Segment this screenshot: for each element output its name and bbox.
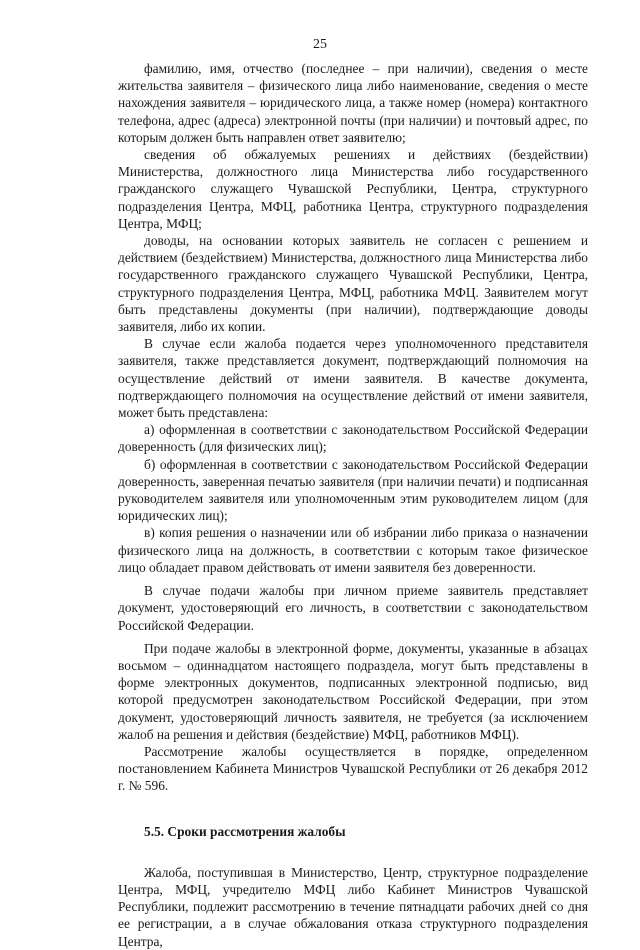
paragraph-representative: В случае если жалоба подается через уполномоченного представителя заявителя, также представляется документ, подтверждающий полномочия на осуществление действий от имени заявителя. В качестве документа, подтверждающего полномочия на осуществление действий от имени заявителя, может быть представлена:	[118, 336, 588, 421]
document-body	[118, 60, 588, 950]
paragraph-item-c: в) копия решения о назначении или об избрании либо приказа о назначении физического лица на должность, в соответствии с которым такое физическое лицо обладает правом действовать от имени заявителя без доверенности.	[118, 525, 588, 575]
paragraph-review-procedure: Рассмотрение жалобы осуществляется в порядке, определенном постановлением Кабинета Министров Чувашской Республики от 26 декабря 2012 г. № 596.	[118, 743, 588, 794]
paragraph-item-a: а) оформленная в соответствии с законодательством Российской Федерации доверенность (для физических лиц);	[118, 422, 588, 455]
paragraph-appealed-decisions: сведения об обжалуемых решениях и действиях (бездействии) Министерства, должностного лица Министерства либо государственного гражданского служащего Чувашской Республики, Центра, структурного подразделения Центра, МФЦ, работника Центра, структурного подразделения Центра, МФЦ;	[118, 147, 588, 231]
paragraph-applicant-details: фамилию, имя, отчество (последнее – при наличии), сведения о месте жительства заявителя – физического лица либо наименование, сведения о месте нахождения заявителя – юридического лица, а также номер (номера) контактного телефона, адрес (адреса) электронной почты (при наличии) и почтовый адрес, по которым должен быть направлен ответ заявителю;	[118, 61, 588, 145]
paragraph-arguments: доводы, на основании которых заявитель не согласен с решением и действием (бездействием) Министерства, должностного лица Министерства либо государственного гражданского служащего Чувашской Республики, Центра, структурного подразделения Центра, МФЦ, работника МФЦ. Заявителем могут быть представлены документы (при наличии), подтверждающие доводы заявителя, либо их копии.	[118, 233, 588, 335]
page-number: 25	[313, 37, 327, 52]
paragraph-personal-reception: В случае подачи жалобы при личном приеме заявитель представляет документ, удостоверяющий его личность, в соответствии с законодательством Российской Федерации.	[118, 583, 588, 633]
paragraph-item-b: б) оформленная в соответствии с законодательством Российской Федерации доверенность, заверенная печатью заявителя (при наличии печати) и подписанная руководителем заявителя или уполномоченным этим руководителем лицом (для юридических лиц);	[118, 456, 588, 524]
paragraph-electronic-form: При подаче жалобы в электронной форме, документы, указанные в абзацах восьмом – одиннадцатом настоящего подраздела, могут быть представлены в форме электронных документов, подписанных электронной подписью, вид которой предусмотрен законодательством Российской Федерации, при этом документ, удостоверяющий личность заявителя, не требуется (за исключением жалоб на решения и действия (бездействие) МФЦ, работников МФЦ).	[118, 640, 588, 742]
section-heading: 5.5. Сроки рассмотрения жалобы	[144, 823, 346, 839]
paragraph-review-terms: Жалоба, поступившая в Министерство, Центр, структурное подразделение Центра, МФЦ, учредителю МФЦ либо Кабинет Министров Чувашской Республики, подлежит рассмотрению в течение пятнадцати рабочих дней со дня ее регистрации, а в случае обжалования отказа структурного подразделения Центра,	[118, 864, 588, 949]
